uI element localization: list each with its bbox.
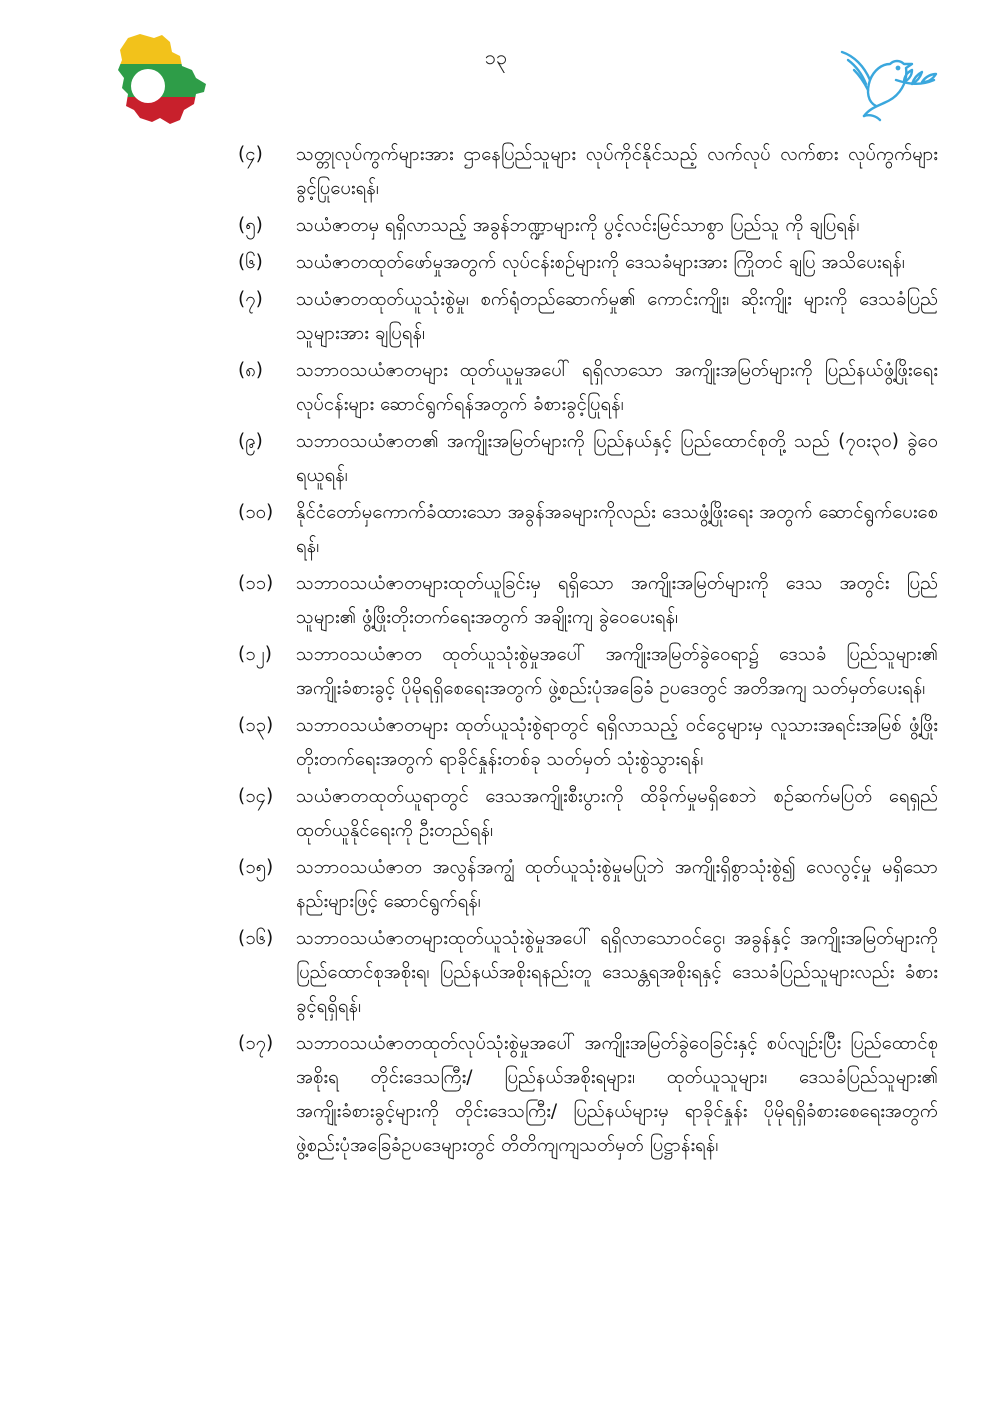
item-number: (၁၄) [238, 786, 274, 807]
list-item [238, 283, 938, 351]
item-number: (၅) [238, 215, 263, 236]
item-text: သဘာဝသယံဇာတ၏ အကျိုးအမြတ်များကို ပြည်နယ်နှင့် ပြည်ထောင်စုတို့ သည် (၇၀း၃၀) ခွဲဝေရယူရန်၊ [296, 431, 938, 486]
page-number: ၁၃ [484, 45, 508, 69]
item-number: (၇) [238, 289, 263, 310]
item-text: သယံဇာတထုတ်ယူသုံးစွဲမှု၊ စက်ရုံတည်ဆောက်မှု၏ ကောင်းကျိုး၊ ဆိုးကျိုး များကို ဒေသခံပြည်သူများအား ချပြရန်၊ [296, 289, 938, 344]
list-item [238, 246, 938, 280]
numbered-list [238, 138, 938, 1166]
flag-white-circle [131, 69, 165, 103]
item-number: (၁၀) [238, 502, 274, 523]
peace-dove-icon [830, 30, 950, 130]
item-number: (၁၂) [238, 644, 272, 665]
list-item [238, 638, 938, 706]
item-number: (၁၆) [238, 928, 274, 949]
item-text: နိုင်ငံတော်မှကောက်ခံထားသော အခွန်အခများကိုလည်း ဒေသဖွံ့ဖြိုးရေး အတွက် ဆောင်ရွက်ပေးစေရန်၊ [296, 502, 938, 557]
item-number: (၁၃) [238, 715, 274, 736]
item-text: သယံဇာတထုတ်ယူရာတွင် ဒေသအကျိုးစီးပွားကို ထိခိုက်မှုမရှိစေဘဲ စဉ်ဆက်မပြတ် ရေရှည်ထုတ်ယူနိုင်ရေးကို ဦးတည်ရန်၊ [296, 786, 938, 841]
flag-stripe-red [110, 97, 210, 130]
item-text: သဘာဝသယံဇာတများ ထုတ်ယူသုံးစွဲရာတွင် ရရှိလာသည့် ဝင်ငွေများမှ လူသားအရင်းအမြစ် ဖွံ့ဖြိုးတိုးတက်ရေးအတွက် ရာခိုင်နှုန်းတစ်ခု သတ်မှတ် သုံးစွဲသွားရန်၊ [296, 715, 938, 770]
list-item [238, 425, 938, 493]
list-item [238, 209, 938, 243]
list-item [238, 567, 938, 635]
item-text: သဘာဝသယံဇာတများထုတ်ယူခြင်းမှ ရရှိသော အကျိုးအမြတ်များကို ဒေသ အတွင်း ပြည်သူများ၏ ဖွံ့ဖြိုးတိုးတက်ရေးအတွက် အချိုးကျ ခွဲဝေပေးရန်၊ [296, 573, 938, 628]
list-item [238, 851, 938, 919]
item-number: (၉) [238, 431, 263, 452]
list-item [238, 138, 938, 206]
item-text: သဘာဝသယံဇာတ ထုတ်ယူသုံးစွဲမှုအပေါ် အကျိုးအမြတ်ခွဲဝေရာ၌ ဒေသခံ ပြည်သူများ၏ အကျိုးခံစားခွင့် ပိုမိုရရှိစေရေးအတွက် ဖွဲ့စည်းပုံအခြေခံ ဥပဒေတွင် အတိအကျ သတ်မှတ်ပေးရန်၊ [296, 644, 938, 699]
list-item [238, 496, 938, 564]
list-item [238, 709, 938, 777]
item-number: (၁၅) [238, 857, 274, 878]
item-number: (၁၇) [238, 1033, 274, 1054]
list-item [238, 922, 938, 1024]
item-text: သဘာဝသယံဇာတ အလွန်အကျွံ ထုတ်ယူသုံးစွဲမှုမပြုဘဲ အကျိုးရှိစွာသုံးစွဲ၍ လေလွင့်မှု မရှိသော နည်းများဖြင့် ဆောင်ရွက်ရန်၊ [296, 857, 938, 912]
item-text: သတ္တုလုပ်ကွက်များအား ဌာနေပြည်သူများ လုပ်ကိုင်နိုင်သည့် လက်လုပ် လက်စား လုပ်ကွက်များ ခွင့်ပြုပေးရန်၊ [296, 144, 938, 199]
item-text: သဘာဝသယံဇာတများ ထုတ်ယူမှုအပေါ် ရရှိလာသော အကျိုးအမြတ်များကို ပြည်နယ်ဖွံ့ဖြိုးရေးလုပ်ငန်းများ ဆောင်ရွက်ရန်အတွက် ခံစားခွင့်ပြုရန်၊ [296, 360, 938, 415]
list-item [238, 780, 938, 848]
item-number: (၆) [238, 252, 263, 273]
item-text: သယံဇာတမှ ရရှိလာသည့် အခွန်ဘဏ္ဍာများကို ပွင့်လင်းမြင်သာစွာ ပြည်သူ ကို ချပြရန်၊ [296, 215, 860, 236]
item-number: (၁၁) [238, 573, 274, 594]
list-item [238, 354, 938, 422]
item-text: သယံဇာတထုတ်ဖော်မှုအတွက် လုပ်ငန်းစဉ်များကို ဒေသခံများအား ကြိုတင် ချပြ အသိပေးရန်၊ [296, 252, 905, 273]
item-text: သဘာဝသယံဇာတများထုတ်ယူသုံးစွဲမှုအပေါ် ရရှိလာသောဝင်ငွေ၊ အခွန်နှင့် အကျိုးအမြတ်များကို ပြည်ထောင်စုအစိုးရ၊ ပြည်နယ်အစိုးရနည်းတူ ဒေသန္တရအစိုးရနှင့် ဒေသခံပြည်သူများလည်း ခံစားခွင့်ရရှိရန်၊ [296, 928, 938, 1017]
item-text: သဘာဝသယံဇာတထုတ်လုပ်သုံးစွဲမှုအပေါ် အကျိုးအမြတ်ခွဲဝေခြင်းနှင့် စပ်လျဉ်းပြီး ပြည်ထောင်စုအစိုးရ တိုင်းဒေသကြီး/ ပြည်နယ်အစိုးရများ၊ ထုတ်ယူသူများ၊ ဒေသခံပြည်သူများ၏ အကျိုးခံစားခွင့်များကို တိုင်းဒေသကြီး/ ပြည်နယ်များမှ ရာခိုင်နှုန်း ပိုမိုရရှိခံစားစေရေးအတွက် ဖွဲ့စည်းပုံအခြေခံဥပဒေများတွင် တိတိကျကျသတ်မှတ် ပြဋ္ဌာန်းရန်၊ [296, 1033, 938, 1156]
list-item [238, 1027, 938, 1163]
item-number: (၄) [238, 144, 263, 165]
item-number: (၈) [238, 360, 264, 381]
